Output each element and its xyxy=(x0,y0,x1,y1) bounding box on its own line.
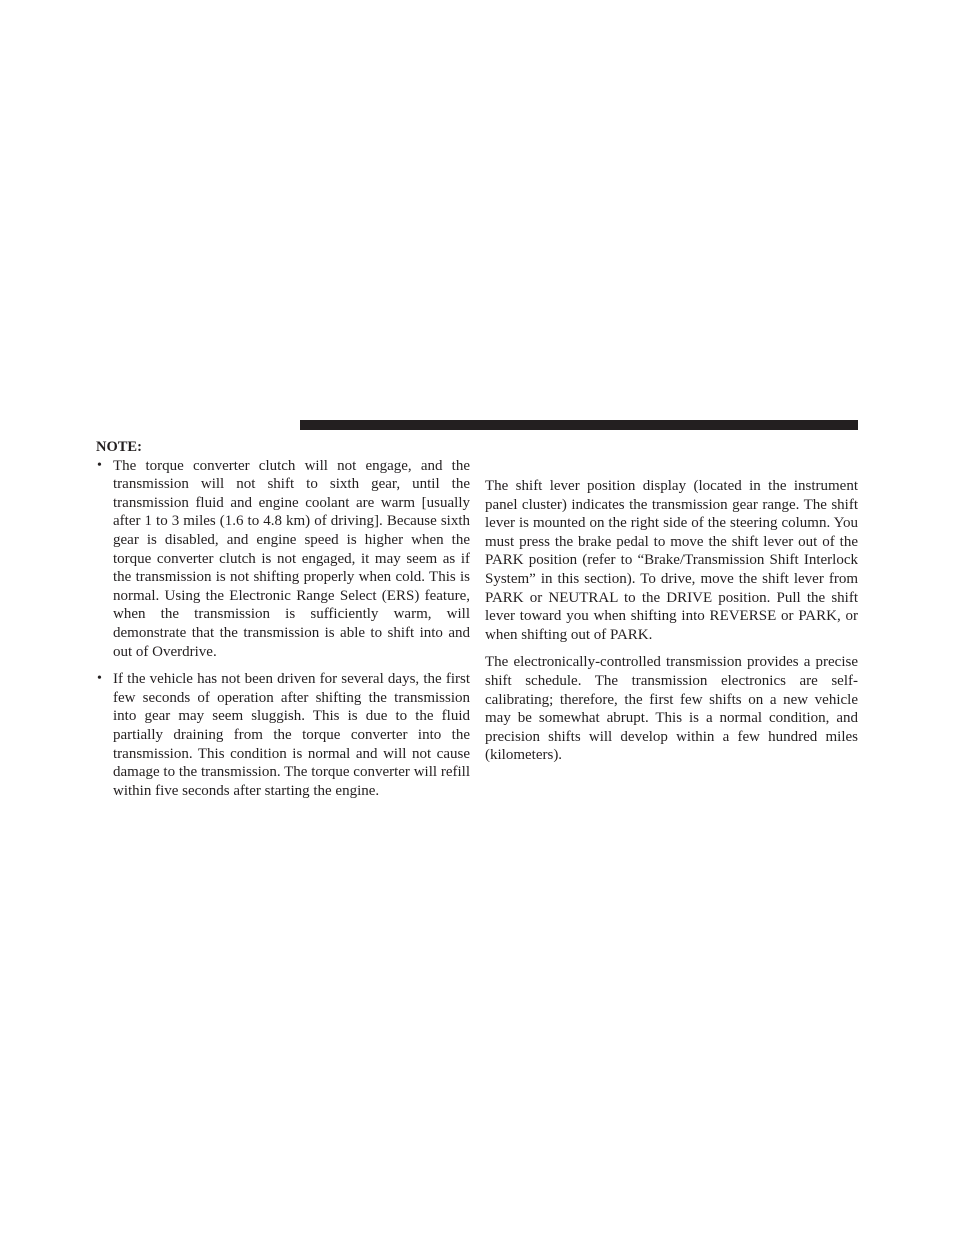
note-bullet-list xyxy=(96,457,470,801)
list-item xyxy=(96,457,470,662)
bullet-icon: • xyxy=(97,671,102,687)
right-column xyxy=(485,477,858,774)
note-label: NOTE: xyxy=(96,439,142,455)
left-column xyxy=(96,438,470,809)
bullet-icon: • xyxy=(97,457,102,473)
list-item xyxy=(96,670,470,800)
body-paragraph: The shift lever position display (located in the instrument panel cluster) indicates the transmission gear range. The shift lever is mounted on the right side of the steering column. You must press the brake pedal to move the shift lever out of the PARK position (refer to “Brake/Transmission Shift Interlock System” in this section). To drive, move the shift lever from PARK or NEUTRAL to the DRIVE position. Pull the shift lever toward you when shifting into REVERSE or PARK, or when shifting out of PARK. xyxy=(485,478,858,643)
note-bullet-text: If the vehicle has not been driven for several days, the first few seconds of operation after shifting the transmission into gear may seem sluggish. This is due to the fluid partially draining from the torque converter into the transmission. This condition is normal and will not cause damage to the transmission. The torque converter will refill within five seconds after starting the engine. xyxy=(113,671,470,799)
section-header-bar xyxy=(300,420,858,430)
note-bullet-text: The torque converter clutch will not engage, and the transmission will not shift to sixth gear, until the transmission fluid and engine coolant are warm [usually after 1 to 3 miles (1.6 to 4.8 km) of driving]. Because sixth gear is disabled, and engine speed is higher when the torque converter clutch is not engaged, it may seem as if the transmission is not shifting properly when cold. This is normal. Using the Electronic Range Select (ERS) feature, when the transmission is sufficiently warm, will demonstrate that the transmission is able to shift into and out of Overdrive. xyxy=(113,457,470,660)
body-paragraph: The electronically-controlled transmission provides a precise shift schedule. The transmission electronics are self-calibrating; therefore, the first few shifts on a new vehicle may be somewhat abrupt. This is a normal condition, and precision shifts will develop within a few hundred miles (kilometers). xyxy=(485,654,858,764)
